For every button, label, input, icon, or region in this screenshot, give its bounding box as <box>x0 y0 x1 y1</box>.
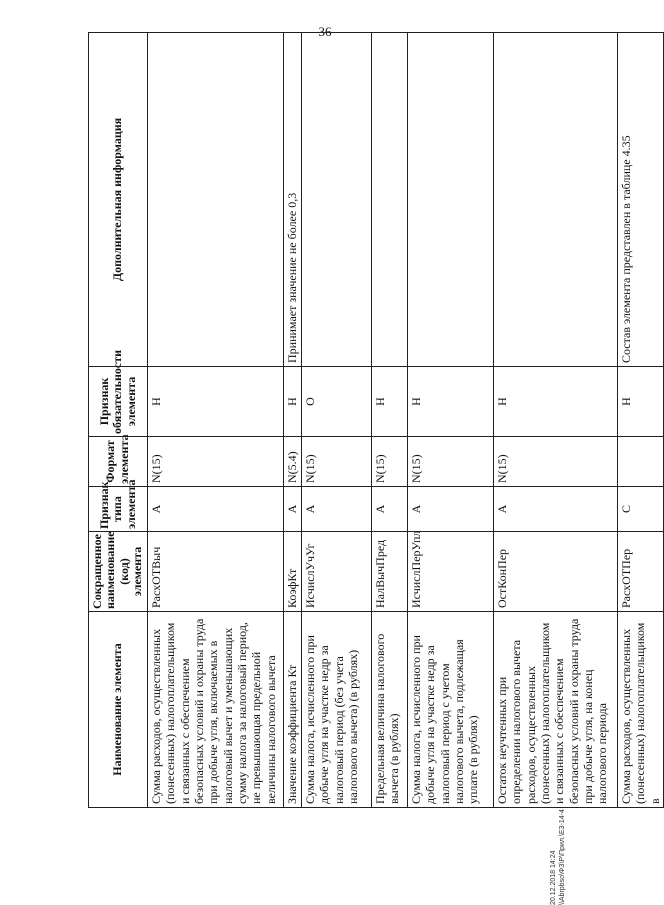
additional-info-cell: Состав элемента представлен в таблице 4.35 <box>617 33 663 367</box>
element-type-cell: А <box>301 487 371 532</box>
element-format-cell: N(15) <box>371 437 407 487</box>
element-format-cell: N(15) <box>301 437 371 487</box>
header-cell: Сокращенное наименование (код) элемента <box>89 532 148 612</box>
element-type-cell: А <box>493 487 617 532</box>
table-row <box>371 33 407 808</box>
element-format-cell: N(5.4) <box>283 437 301 487</box>
element-name-cell: Сумма налога, исчисленного при добыче угля на участке недр за налоговый период (без учета налогового вычета) (в рублях) <box>301 612 371 808</box>
element-required-cell: О <box>301 367 371 437</box>
element-required-cell: Н <box>371 367 407 437</box>
element-required-cell: Н <box>617 367 663 437</box>
table-row <box>147 33 283 808</box>
table-row <box>617 33 663 808</box>
file-path-text <box>550 809 568 905</box>
element-code-cell: НалВычПред <box>371 532 407 612</box>
element-format-cell: N(15) <box>147 437 283 487</box>
element-type-cell: А <box>147 487 283 532</box>
header-row <box>89 33 148 808</box>
element-required-cell: Н <box>407 367 493 437</box>
element-name-cell: Остаток неучтенных при определении налогового вычета расходов, осуществленных (понесенных) налогоплательщиком и связанных с обеспечением безопасных условий и охраны труда при добыче угля, на конец налогового периода <box>493 612 617 808</box>
page-number: 36 <box>318 24 332 39</box>
element-format-cell <box>617 437 663 487</box>
file-path-note <box>550 809 600 905</box>
additional-info-cell: Принимает значение не более 0,3 <box>283 33 301 367</box>
element-format-cell: N(15) <box>407 437 493 487</box>
element-code-cell: ИсчислПерУпл <box>407 532 493 612</box>
element-code-cell: РасхОТВыч <box>147 532 283 612</box>
additional-info-cell <box>301 33 371 367</box>
element-name-cell: Сумма налога, исчисленного при добыче угля на участке недр за налоговый период с учетом налогового вычета, подлежащая уплате (в рублях) <box>407 612 493 808</box>
element-required-cell: Н <box>283 367 301 437</box>
table-row <box>407 33 493 808</box>
header-cell: Признак типа элемента <box>89 487 148 532</box>
header-cell: Формат элемента <box>89 437 148 487</box>
print-timestamp: 20.12.2018 14:24 <box>550 850 557 905</box>
element-name-cell: Сумма расходов, осуществленных (понесенных) налогоплательщиком в <box>617 612 663 808</box>
element-code-cell: РасхОТПер <box>617 532 663 612</box>
element-code-cell: КоэфКт <box>283 532 301 612</box>
elements-table <box>88 32 664 808</box>
element-format-cell: N(15) <box>493 437 617 487</box>
element-name-cell: Значение коэффициента Кт <box>283 612 301 808</box>
table-row <box>301 33 371 808</box>
element-type-cell: А <box>407 487 493 532</box>
header-cell: Наименование элемента <box>89 612 148 808</box>
element-required-cell: Н <box>147 367 283 437</box>
additional-info-cell <box>147 33 283 367</box>
additional-info-cell <box>493 33 617 367</box>
header-cell: Дополнительная информация <box>89 33 148 367</box>
element-required-cell: Н <box>493 367 617 437</box>
element-name-cell: Предельная величина налогового вычета (в рублях) <box>371 612 407 808</box>
element-type-cell: С <box>617 487 663 532</box>
element-name-cell: Сумма расходов, осуществленных (понесенных) налогоплательщиком и связанных с обеспечением безопасных условий и охраны труда при добыче угля, включаемых в налоговый вычет и уменьшающих сумму налога за налоговый период, не превышающая предельной величины налогового вычета <box>147 612 283 808</box>
additional-info-cell <box>407 33 493 367</box>
rotated-table-container <box>88 33 662 808</box>
additional-info-cell <box>371 33 407 367</box>
table-row <box>283 33 301 808</box>
element-code-cell: ИсчислУчУг <box>301 532 371 612</box>
header-cell: Признак обязательности элемента <box>89 367 148 437</box>
element-type-cell: А <box>371 487 407 532</box>
element-code-cell: ОстКонПер <box>493 532 617 612</box>
file-path: \\Abrpbso\ФЗ\Р\Прил.\ЕЗ-14-4 <box>558 809 566 905</box>
element-type-cell: А <box>283 487 301 532</box>
table-row <box>493 33 617 808</box>
